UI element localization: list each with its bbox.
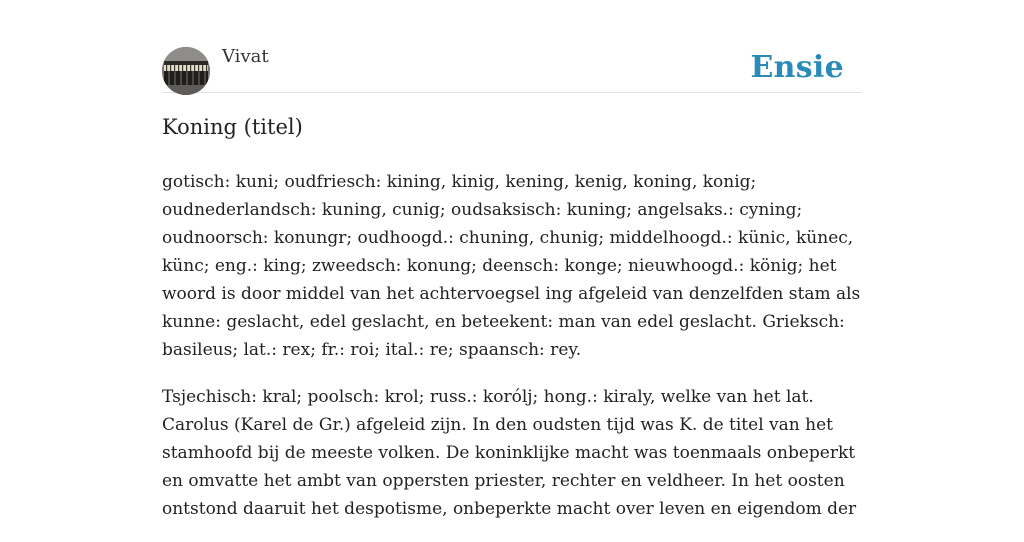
article-body <box>162 168 862 542</box>
article-paragraph: Tsjechisch: kral; poolsch: krol; russ.: korólj; hong.: kiraly, welke van het lat. Carolus (Karel de Gr.) afgeleid zijn. In den oudsten tijd was K. de titel van het stamhoofd bij de meeste volken. De koninklijke macht was toenmaals onbeperkt en omvatte het ambt van oppersten priester, rechter en veldheer. In het oosten ontstond daaruit het despotisme, onbeperkte macht over leven en eigendom der <box>162 387 857 519</box>
page-container <box>162 0 862 519</box>
header <box>162 0 862 93</box>
page-title: Koning (titel) <box>162 115 303 139</box>
article-paragraph: gotisch: kuni; oudfriesch: kining, kinig, kening, kenig, koning, konig; oudnederlandsch: kuning, cunig; oudsaksisch: kuning; angelsaks.: cyning; oudnoorsch: konungr; oudhoogd.: chuning, chunig; middelhoogd.: künic, künec, künc; eng.: king; zweedsch: konung; deensch: konge; nieuwhoogd.: könig; het woord is door middel van het achtervoegsel ing afgeleid van denzelfden stam als kunne: geslacht, edel geslacht, en beteekent: man van edel geslacht. Grieksch: basileus; lat.: rex; fr.: roi; ital.: re; spaansch: rey. <box>162 172 861 360</box>
avatar[interactable] <box>162 47 210 95</box>
brand-logo[interactable]: Ensie <box>750 50 844 85</box>
stacked-books-photo-icon <box>162 47 210 95</box>
author-name[interactable]: Vivat <box>222 46 269 67</box>
